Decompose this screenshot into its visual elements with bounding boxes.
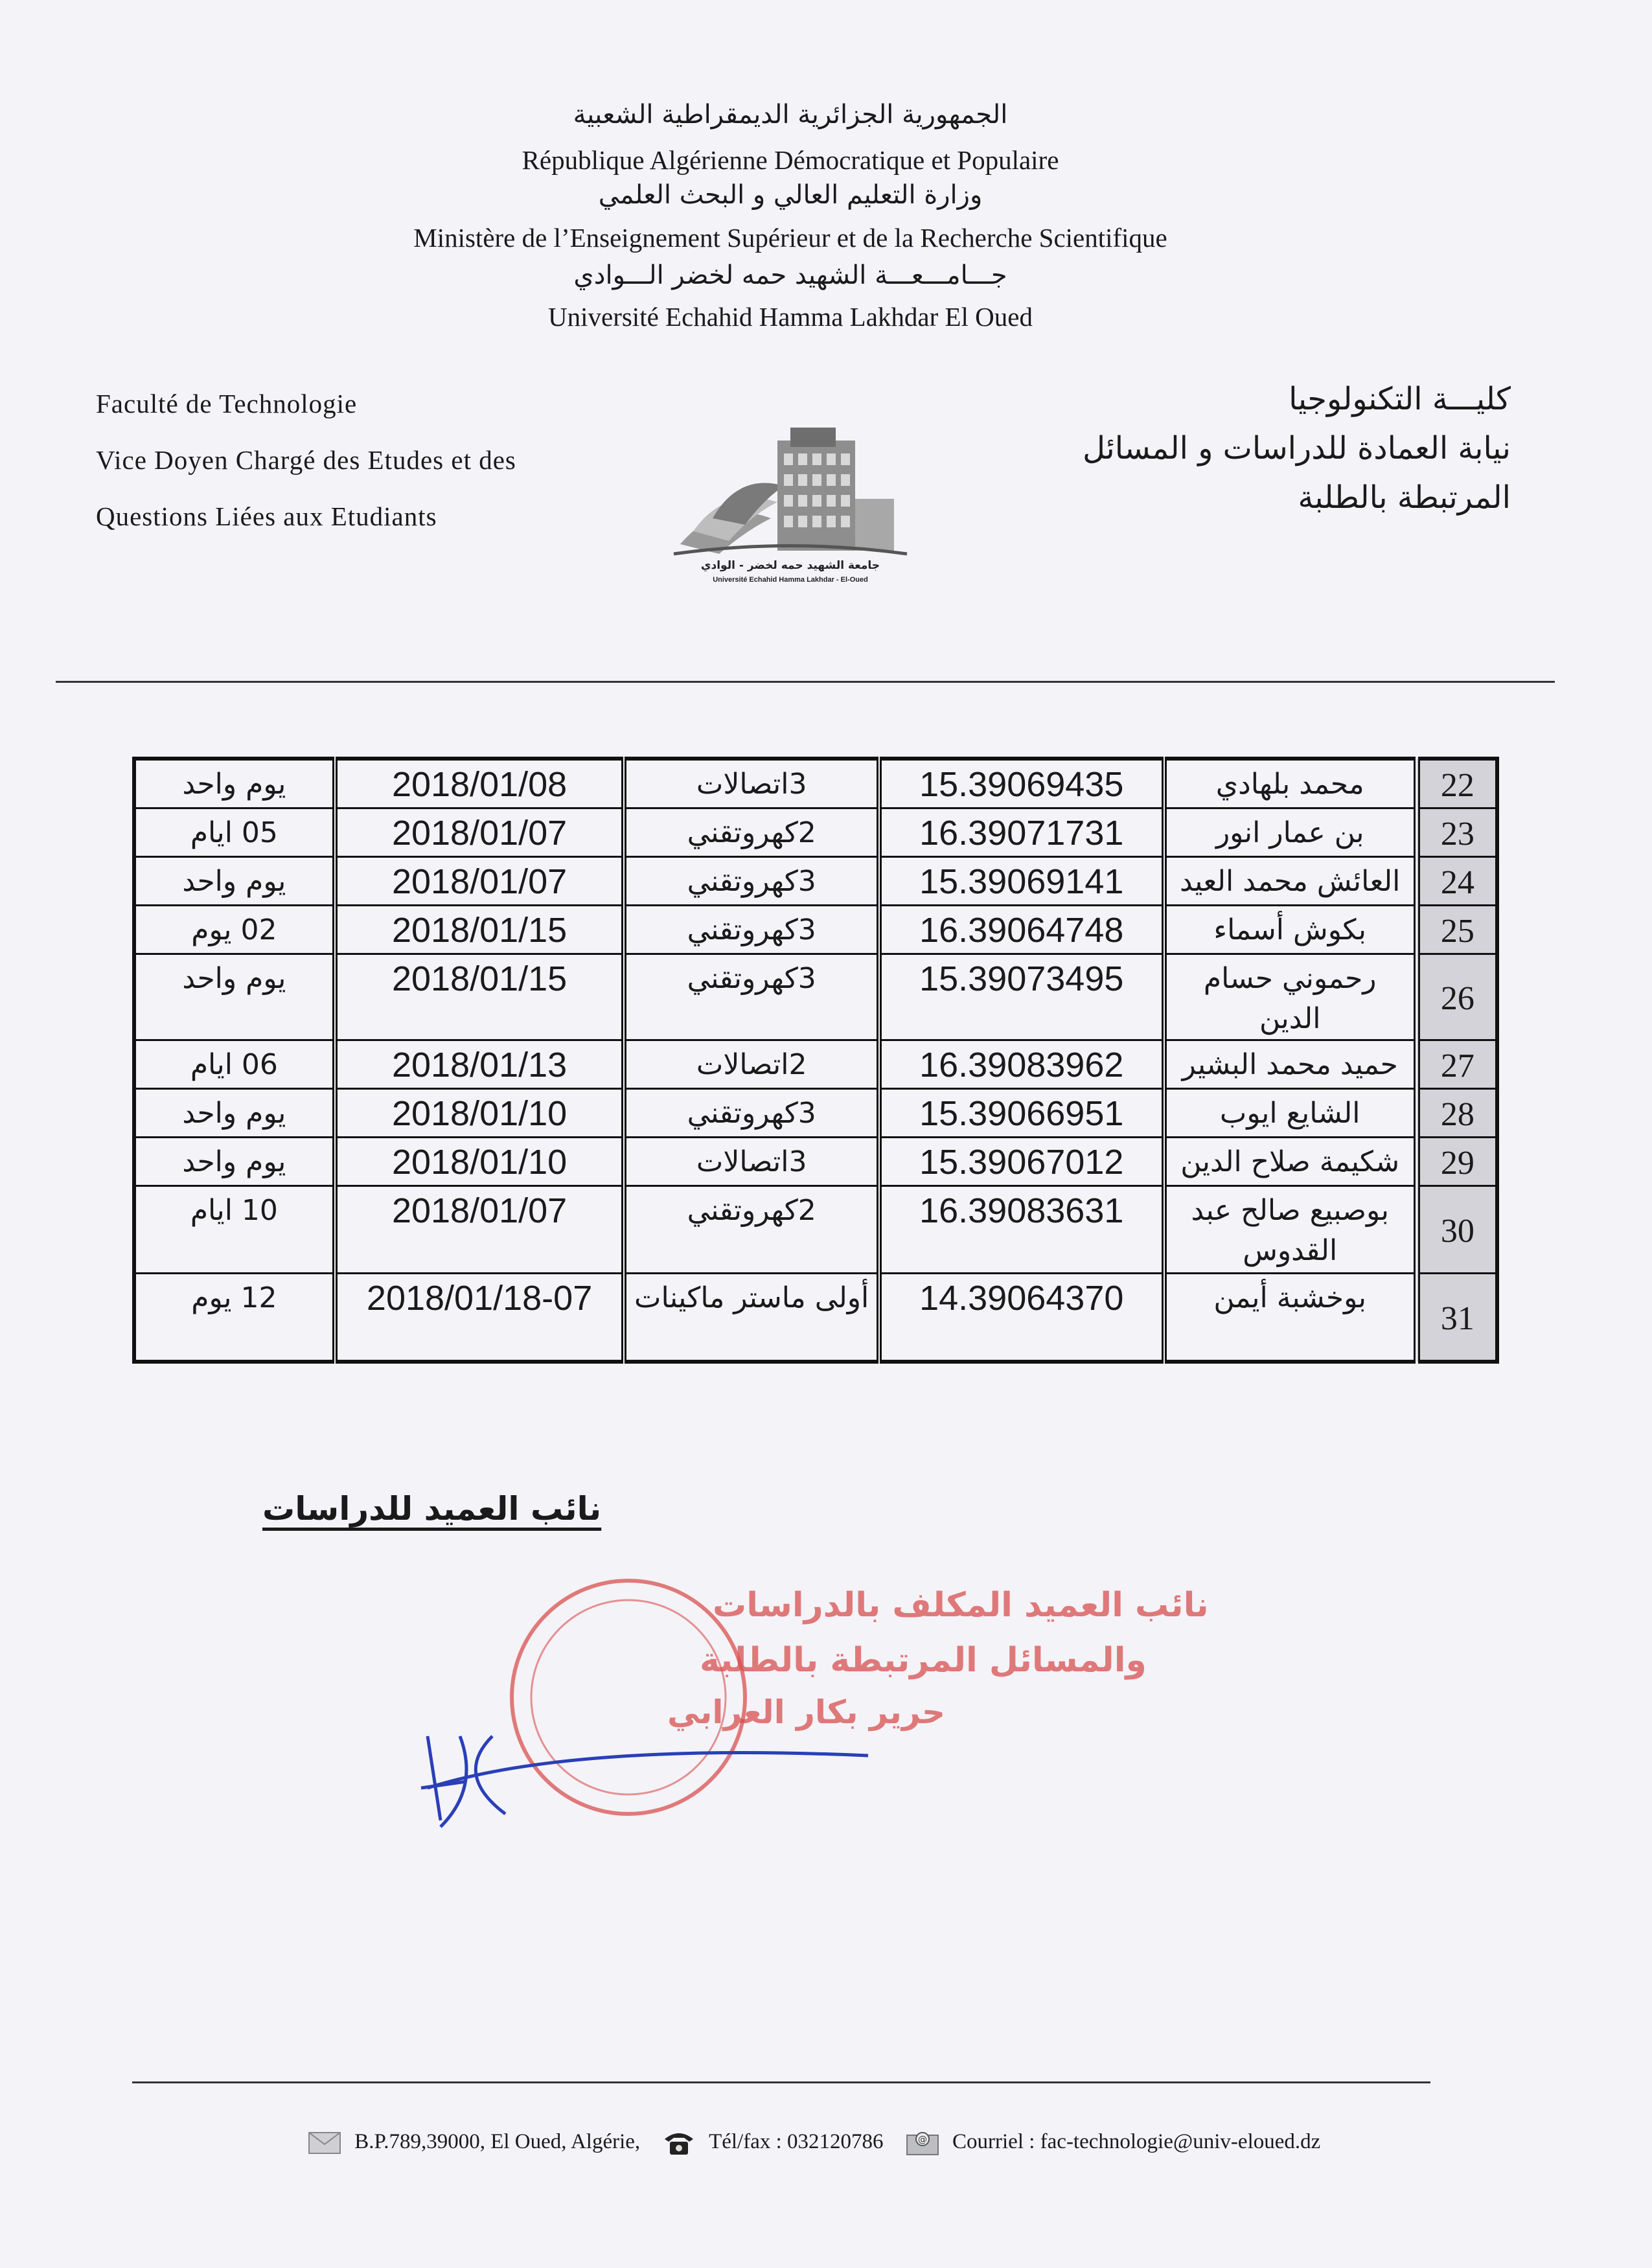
duration: يوم واحد xyxy=(134,1138,335,1186)
footer-divider xyxy=(132,2081,1430,2083)
table-row xyxy=(134,1186,1497,1274)
row-number: 31 xyxy=(1417,1274,1497,1362)
student-name: بوخشبة أيمن xyxy=(1164,1274,1417,1362)
footer xyxy=(308,2130,1337,2156)
table-row xyxy=(134,906,1497,954)
table-row xyxy=(134,1040,1497,1089)
row-number: 28 xyxy=(1417,1089,1497,1138)
row-number: 23 xyxy=(1417,808,1497,857)
table-row xyxy=(134,954,1497,1040)
duration: يوم واحد xyxy=(134,759,335,808)
matricule: 15.39066951 xyxy=(879,1089,1164,1138)
stamp-signature-graphic xyxy=(246,1542,1209,1879)
faculty-ar-line3: المرتبطة بالطلبة xyxy=(1298,479,1511,516)
date: 2018/01/18-07 xyxy=(335,1274,625,1362)
date: 2018/01/08 xyxy=(335,759,625,808)
stamp-text-line1: نائب العميد المكلف بالدراسات xyxy=(713,1586,1209,1625)
footer-phone: Tél/fax : 032120786 xyxy=(709,2130,884,2153)
table-row xyxy=(134,1274,1497,1362)
date: 2018/01/07 xyxy=(335,857,625,906)
level: 3كهروتقني xyxy=(624,954,879,1040)
university-logo-graphic xyxy=(667,421,913,590)
duration: يوم واحد xyxy=(134,954,335,1040)
matricule: 16.39083631 xyxy=(879,1186,1164,1274)
footer-address: B.P.789,39000, El Oued, Algérie, xyxy=(354,2130,641,2153)
level: 2اتصالات xyxy=(624,1040,879,1089)
duration: 12 يوم xyxy=(134,1274,335,1362)
ministry-ar: وزارة التعليم العالي و البحث العلمي xyxy=(598,180,983,210)
level: 3كهروتقني xyxy=(624,857,879,906)
stamp-text-line3: حرير بكار العرابي xyxy=(667,1693,945,1731)
header-divider xyxy=(56,681,1555,683)
faculty-ar-line2: نيابة العمادة للدراسات و المسائل xyxy=(1083,430,1511,466)
mail-icon xyxy=(308,2131,341,2155)
matricule: 16.39083962 xyxy=(879,1040,1164,1089)
table-row xyxy=(134,1089,1497,1138)
footer-email: Courriel : fac-technologie@univ-eloued.dz xyxy=(952,2130,1321,2153)
official-stamp xyxy=(246,1542,1209,1879)
faculty-fr-block xyxy=(96,376,516,545)
row-number: 27 xyxy=(1417,1040,1497,1089)
table-row xyxy=(134,808,1497,857)
student-name: محمد بلهادي xyxy=(1164,759,1417,808)
student-name: العائش محمد العيد xyxy=(1164,857,1417,906)
phone-icon xyxy=(662,2130,696,2156)
level: 3اتصالات xyxy=(624,759,879,808)
faculty-fr-line3: Questions Liées aux Etudiants xyxy=(96,501,437,531)
duration: 02 يوم xyxy=(134,906,335,954)
level: أولى ماستر ماكينات xyxy=(624,1274,879,1362)
duration: 10 ايام xyxy=(134,1186,335,1274)
duration: 06 ايام xyxy=(134,1040,335,1089)
row-number: 26 xyxy=(1417,954,1497,1040)
logo-caption-ar: جامعة الشهيد حمه لخضر - الوادي xyxy=(700,559,880,572)
faculty-ar-block xyxy=(1083,374,1511,522)
matricule: 15.39069141 xyxy=(879,857,1164,906)
faculty-fr-line2: Vice Doyen Chargé des Etudes et des xyxy=(96,445,516,475)
row-number: 30 xyxy=(1417,1186,1497,1274)
row-number: 29 xyxy=(1417,1138,1497,1186)
student-name: الشايع ايوب xyxy=(1164,1089,1417,1138)
date: 2018/01/10 xyxy=(335,1138,625,1186)
student-name: حميد محمد البشير xyxy=(1164,1040,1417,1089)
stamp-text-line2: والمسائل المرتبطة بالطلبة xyxy=(700,1641,1147,1680)
level: 3كهروتقني xyxy=(624,1089,879,1138)
student-name: بكوش أسماء xyxy=(1164,906,1417,954)
duration: 05 ايام xyxy=(134,808,335,857)
matricule: 15.39067012 xyxy=(879,1138,1164,1186)
student-table xyxy=(132,757,1499,1364)
date: 2018/01/07 xyxy=(335,808,625,857)
table-row xyxy=(134,759,1497,808)
matricule: 14.39064370 xyxy=(879,1274,1164,1362)
university-fr: Université Echahid Hamma Lakhdar El Oued xyxy=(548,302,1033,332)
republic-ar: الجمهورية الجزائرية الديمقراطية الشعبية xyxy=(573,100,1008,130)
level: 2كهروتقني xyxy=(624,808,879,857)
level: 3كهروتقني xyxy=(624,906,879,954)
level: 3اتصالات xyxy=(624,1138,879,1186)
faculty-ar-line1: كليـــة التكنولوجيا xyxy=(1289,381,1511,417)
matricule: 16.39064748 xyxy=(879,906,1164,954)
student-name: بوصبيع صالح عبد القدوس xyxy=(1164,1186,1417,1274)
student-name: بن عمار انور xyxy=(1164,808,1417,857)
faculty-fr-line1: Faculté de Technologie xyxy=(96,389,358,418)
student-name: رحموني حسام الدين xyxy=(1164,954,1417,1040)
date: 2018/01/13 xyxy=(335,1040,625,1089)
duration: يوم واحد xyxy=(134,1089,335,1138)
ministry-fr: Ministère de l’Enseignement Supérieur et de la Recherche Scientifique xyxy=(413,223,1167,253)
student-name: شكيمة صلاح الدين xyxy=(1164,1138,1417,1186)
logo-caption-fr: Université Echahid Hamma Lakhdar - El-Oued xyxy=(713,576,868,584)
matricule: 15.39073495 xyxy=(879,954,1164,1040)
row-number: 22 xyxy=(1417,759,1497,808)
svg-text:@: @ xyxy=(917,2135,927,2146)
email-icon xyxy=(906,2130,939,2156)
row-number: 24 xyxy=(1417,857,1497,906)
matricule: 16.39071731 xyxy=(879,808,1164,857)
duration: يوم واحد xyxy=(134,857,335,906)
date: 2018/01/07 xyxy=(335,1186,625,1274)
date: 2018/01/10 xyxy=(335,1089,625,1138)
table-row xyxy=(134,1138,1497,1186)
signature-title: نائب العميد للدراسات xyxy=(262,1490,602,1528)
date: 2018/01/15 xyxy=(335,906,625,954)
table-row xyxy=(134,857,1497,906)
republic-fr: République Algérienne Démocratique et Populaire xyxy=(522,145,1059,175)
university-ar: جـــامـــعـــة الشهيد حمه لخضر الـــوادي xyxy=(573,260,1007,290)
university-logo xyxy=(667,421,913,590)
date: 2018/01/15 xyxy=(335,954,625,1040)
row-number: 25 xyxy=(1417,906,1497,954)
matricule: 15.39069435 xyxy=(879,759,1164,808)
level: 2كهروتقني xyxy=(624,1186,879,1274)
